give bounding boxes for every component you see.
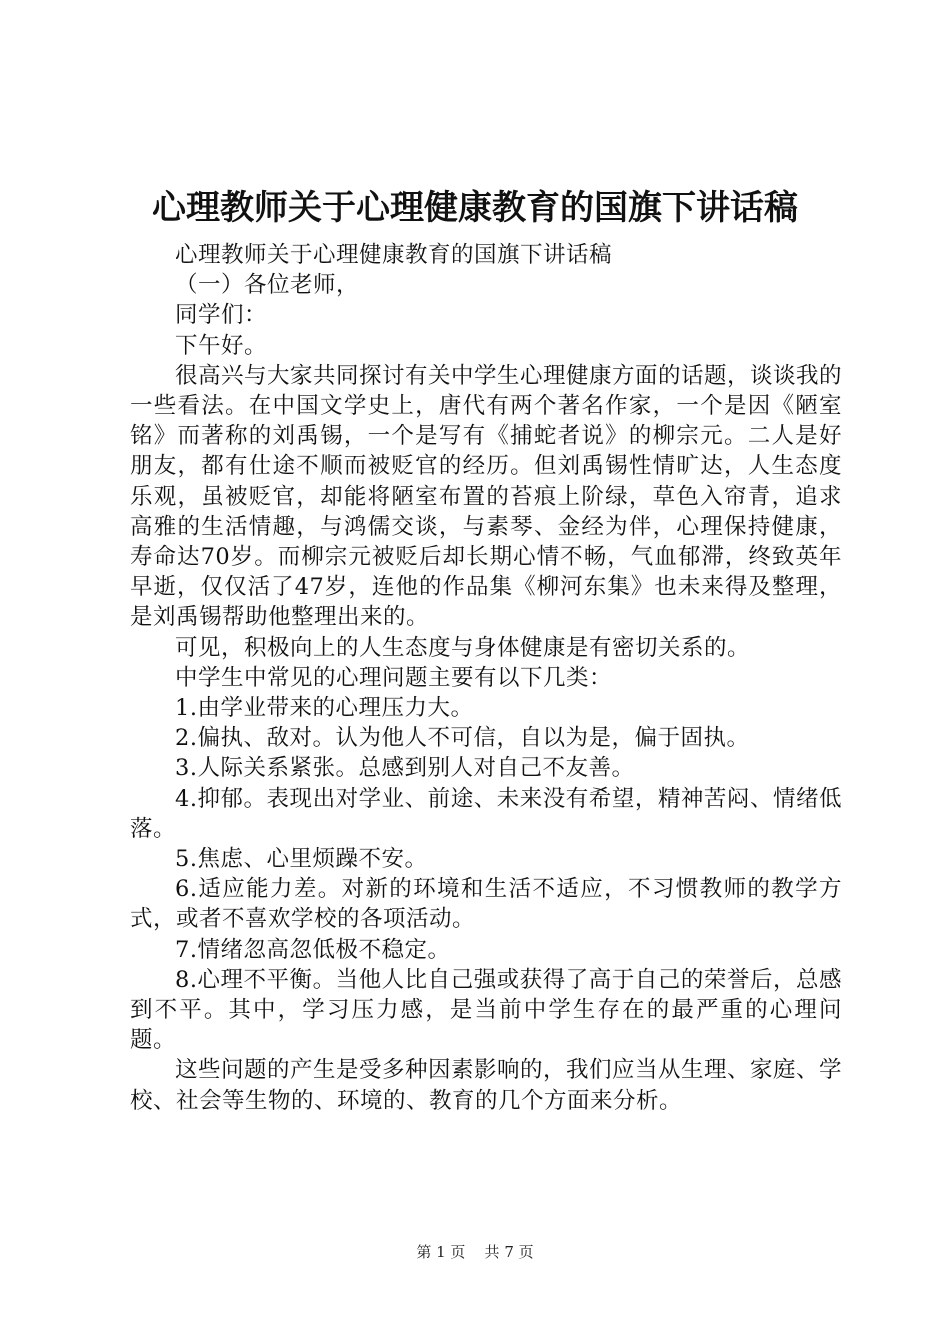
page-separator	[470, 1243, 480, 1261]
page-total: 共 7 页	[484, 1243, 534, 1261]
list-item: 1.由学业带来的心理压力大。	[175, 695, 474, 722]
paragraph-subtitle: 心理教师关于心理健康教育的国旗下讲话稿	[175, 242, 613, 268]
paragraph-salutation-teachers: （一）各位老师，	[175, 272, 360, 299]
page-number: 第 1 页	[416, 1243, 466, 1261]
page-footer	[0, 1242, 950, 1262]
list-item: 3.人际关系紧张。总感到别人对自己不友善。	[175, 755, 635, 782]
paragraph-salutation-students: 同学们：	[175, 302, 268, 329]
list-item: 6.适应能力差。对新的环境和生活不适应，不习惯教师的教学方式，或者不喜欢学校的各项活动。	[130, 876, 842, 933]
list-item: 5.焦虑、心里烦躁不安。	[175, 846, 428, 873]
paragraph-greeting: 下午好。	[175, 332, 268, 359]
paragraph-conclusion-attitude: 可见，积极向上的人生态度与身体健康是有密切关系的。	[175, 634, 751, 661]
document-body	[130, 240, 842, 1116]
document-title: 心理教师关于心理健康教育的国旗下讲话稿	[152, 188, 798, 228]
paragraph-problem-intro: 中学生中常见的心理问题主要有以下几类：	[175, 664, 613, 691]
list-item: 2.偏执、敌对。认为他人不可信，自以为是，偏于固执。	[175, 725, 750, 752]
list-item: 7.情绪忽高忽低极不稳定。	[175, 936, 451, 963]
paragraph-introduction: 很高兴与大家共同探讨有关中学生心理健康方面的话题，谈谈我的一些看法。在中国文学史上，唐代有两个著名作家，一个是因《陋室铭》而著称的刘禹锡，一个是写有《捕蛇者说》的柳宗元。二人是好朋友，都有仕途不顺而被贬官的经历。但刘禹锡性情旷达，人生态度乐观，虽被贬官，却能将陋室布置的苔痕上阶绿，草色入帘青，追求高雅的生活情趣，与鸿儒交谈，与素琴、金经为伴，心理保持健康，寿命达70岁。而柳宗元被贬后却长期心情不畅，气血郁滞，终致英年早逝，仅仅活了47岁，连他的作品集《柳河东集》也未来得及整理，是刘禹锡帮助他整理出来的。	[130, 362, 843, 631]
paragraph-analysis: 这些问题的产生是受多种因素影响的，我们应当从生理、家庭、学校、社会等生物的、环境的、教育的几个方面来分析。	[130, 1057, 843, 1114]
list-item: 4.抑郁。表现出对学业、前途、未来没有希望，精神苦闷、情绪低落。	[130, 785, 842, 842]
list-item: 8.心理不平衡。当他人比自己强或获得了高于自己的荣誉后，总感到不平。其中，学习压力感，是当前中学生存在的最严重的心理问题。	[130, 966, 842, 1054]
